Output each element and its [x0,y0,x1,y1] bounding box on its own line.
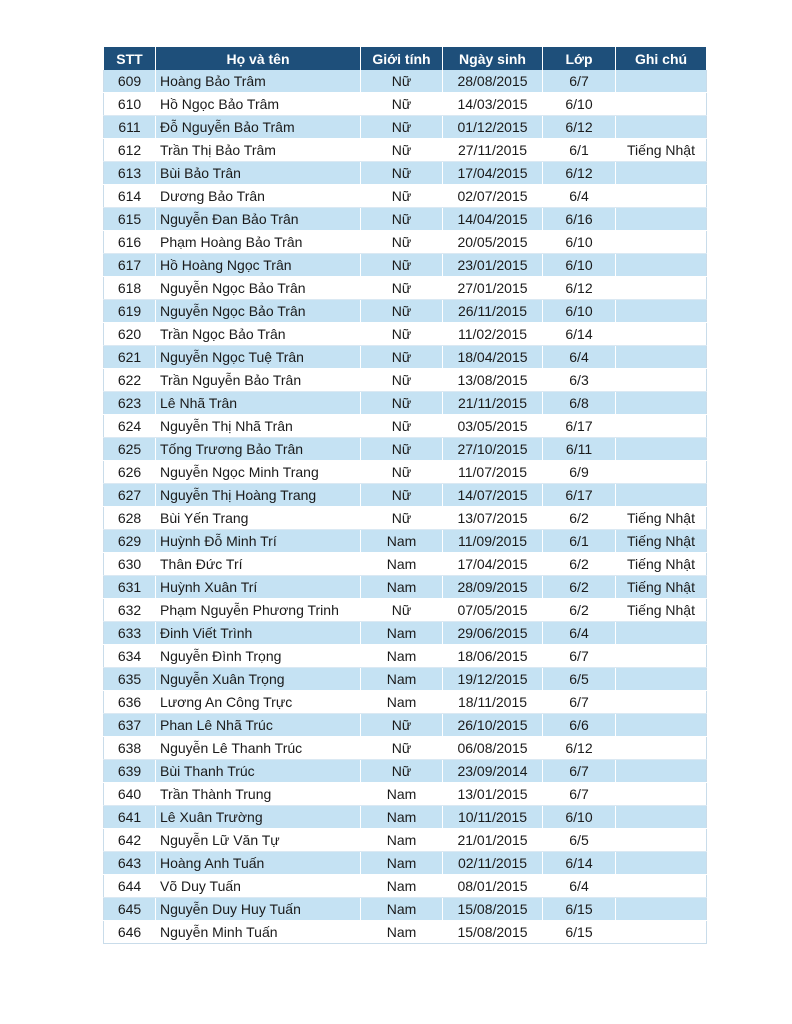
class-cell: 6/12 [543,116,616,139]
stt-cell: 634 [104,645,156,668]
dob-cell: 14/07/2015 [443,484,543,507]
table-row [104,254,707,277]
class-cell: 6/14 [543,323,616,346]
table-row [104,139,707,162]
gender-cell: Nam [361,898,443,921]
table-row [104,93,707,116]
gender-cell: Nam [361,921,443,944]
class-cell: 6/2 [543,553,616,576]
class-cell: 6/15 [543,921,616,944]
class-cell: 6/2 [543,576,616,599]
table-row [104,346,707,369]
name-cell: Lê Nhã Trân [156,392,361,415]
stt-cell: 629 [104,530,156,553]
note-cell [616,162,707,185]
stt-cell: 646 [104,921,156,944]
class-cell: 6/12 [543,162,616,185]
stt-cell: 632 [104,599,156,622]
header-note: Ghi chú [616,47,707,70]
dob-cell: 11/07/2015 [443,461,543,484]
dob-cell: 07/05/2015 [443,599,543,622]
table-row [104,829,707,852]
dob-cell: 14/04/2015 [443,208,543,231]
class-cell: 6/6 [543,714,616,737]
name-cell: Huỳnh Đỗ Minh Trí [156,530,361,553]
table-row [104,576,707,599]
gender-cell: Nữ [361,277,443,300]
dob-cell: 15/08/2015 [443,898,543,921]
dob-cell: 19/12/2015 [443,668,543,691]
stt-cell: 643 [104,852,156,875]
table-row [104,369,707,392]
class-cell: 6/2 [543,599,616,622]
name-cell: Bùi Thanh Trúc [156,760,361,783]
table-row [104,783,707,806]
table-row [104,921,707,944]
student-list-table [103,47,707,944]
note-cell [616,185,707,208]
note-cell [616,875,707,898]
table-row [104,277,707,300]
stt-cell: 644 [104,875,156,898]
note-cell: Tiếng Nhật [616,599,707,622]
class-cell: 6/9 [543,461,616,484]
table-row [104,484,707,507]
note-cell [616,323,707,346]
dob-cell: 01/12/2015 [443,116,543,139]
stt-cell: 633 [104,622,156,645]
name-cell: Hồ Ngọc Bảo Trâm [156,93,361,116]
dob-cell: 21/01/2015 [443,829,543,852]
note-cell: Tiếng Nhật [616,507,707,530]
dob-cell: 26/11/2015 [443,300,543,323]
stt-cell: 627 [104,484,156,507]
dob-cell: 11/09/2015 [443,530,543,553]
gender-cell: Nam [361,530,443,553]
stt-cell: 625 [104,438,156,461]
dob-cell: 17/04/2015 [443,162,543,185]
header-gender: Giới tính [361,47,443,70]
dob-cell: 08/01/2015 [443,875,543,898]
name-cell: Trần Thị Bảo Trâm [156,139,361,162]
stt-cell: 612 [104,139,156,162]
gender-cell: Nữ [361,300,443,323]
stt-cell: 609 [104,70,156,93]
stt-cell: 630 [104,553,156,576]
gender-cell: Nữ [361,461,443,484]
name-cell: Trần Nguyễn Bảo Trân [156,369,361,392]
stt-cell: 637 [104,714,156,737]
table-header-row [104,47,707,70]
class-cell: 6/8 [543,392,616,415]
class-cell: 6/17 [543,484,616,507]
stt-cell: 620 [104,323,156,346]
gender-cell: Nữ [361,714,443,737]
table-row [104,300,707,323]
name-cell: Dương Bảo Trân [156,185,361,208]
table-row [104,438,707,461]
stt-cell: 636 [104,691,156,714]
dob-cell: 18/04/2015 [443,346,543,369]
class-cell: 6/1 [543,139,616,162]
gender-cell: Nữ [361,369,443,392]
gender-cell: Nữ [361,346,443,369]
gender-cell: Nữ [361,208,443,231]
table-row [104,530,707,553]
class-cell: 6/10 [543,231,616,254]
stt-cell: 626 [104,461,156,484]
table-row [104,70,707,93]
name-cell: Trần Ngọc Bảo Trân [156,323,361,346]
table-row [104,668,707,691]
name-cell: Đỗ Nguyễn Bảo Trâm [156,116,361,139]
gender-cell: Nữ [361,392,443,415]
gender-cell: Nữ [361,254,443,277]
stt-cell: 613 [104,162,156,185]
note-cell [616,415,707,438]
name-cell: Nguyễn Xuân Trọng [156,668,361,691]
header-name: Họ và tên [156,47,361,70]
note-cell [616,461,707,484]
name-cell: Nguyễn Ngọc Minh Trang [156,461,361,484]
note-cell [616,783,707,806]
class-cell: 6/7 [543,70,616,93]
name-cell: Nguyễn Duy Huy Tuấn [156,898,361,921]
gender-cell: Nữ [361,438,443,461]
note-cell [616,346,707,369]
stt-cell: 642 [104,829,156,852]
name-cell: Võ Duy Tuấn [156,875,361,898]
note-cell [616,898,707,921]
name-cell: Lê Xuân Trường [156,806,361,829]
note-cell [616,921,707,944]
stt-cell: 635 [104,668,156,691]
class-cell: 6/7 [543,783,616,806]
stt-cell: 615 [104,208,156,231]
name-cell: Thân Đức Trí [156,553,361,576]
table-row [104,231,707,254]
dob-cell: 13/01/2015 [443,783,543,806]
stt-cell: 617 [104,254,156,277]
name-cell: Nguyễn Lữ Văn Tự [156,829,361,852]
name-cell: Hoàng Bảo Trâm [156,70,361,93]
table-row [104,116,707,139]
table-row [104,760,707,783]
dob-cell: 15/08/2015 [443,921,543,944]
stt-cell: 610 [104,93,156,116]
gender-cell: Nam [361,553,443,576]
table-row [104,645,707,668]
class-cell: 6/4 [543,622,616,645]
gender-cell: Nữ [361,323,443,346]
stt-cell: 628 [104,507,156,530]
name-cell: Nguyễn Lê Thanh Trúc [156,737,361,760]
table-row [104,599,707,622]
note-cell [616,829,707,852]
dob-cell: 29/06/2015 [443,622,543,645]
note-cell [616,254,707,277]
dob-cell: 18/06/2015 [443,645,543,668]
name-cell: Tống Trương Bảo Trân [156,438,361,461]
class-cell: 6/10 [543,300,616,323]
stt-cell: 645 [104,898,156,921]
stt-cell: 611 [104,116,156,139]
class-cell: 6/4 [543,346,616,369]
stt-cell: 631 [104,576,156,599]
class-cell: 6/2 [543,507,616,530]
gender-cell: Nam [361,691,443,714]
gender-cell: Nữ [361,737,443,760]
note-cell [616,277,707,300]
gender-cell: Nam [361,576,443,599]
class-cell: 6/7 [543,760,616,783]
table-row [104,622,707,645]
stt-cell: 639 [104,760,156,783]
dob-cell: 27/11/2015 [443,139,543,162]
class-cell: 6/15 [543,898,616,921]
dob-cell: 27/10/2015 [443,438,543,461]
note-cell: Tiếng Nhật [616,530,707,553]
name-cell: Nguyễn Đình Trọng [156,645,361,668]
name-cell: Nguyễn Đan Bảo Trân [156,208,361,231]
name-cell: Đinh Viết Trình [156,622,361,645]
name-cell: Nguyễn Thị Nhã Trân [156,415,361,438]
class-cell: 6/5 [543,829,616,852]
note-cell [616,691,707,714]
table-row [104,553,707,576]
table-row [104,875,707,898]
dob-cell: 02/07/2015 [443,185,543,208]
name-cell: Phan Lê Nhã Trúc [156,714,361,737]
dob-cell: 23/09/2014 [443,760,543,783]
table-row [104,162,707,185]
note-cell [616,806,707,829]
gender-cell: Nam [361,622,443,645]
note-cell [616,208,707,231]
header-class: Lớp [543,47,616,70]
stt-cell: 614 [104,185,156,208]
note-cell [616,300,707,323]
name-cell: Phạm Nguyễn Phương Trinh [156,599,361,622]
note-cell [616,852,707,875]
name-cell: Bùi Yến Trang [156,507,361,530]
class-cell: 6/10 [543,93,616,116]
gender-cell: Nữ [361,231,443,254]
class-cell: 6/5 [543,668,616,691]
dob-cell: 27/01/2015 [443,277,543,300]
header-dob: Ngày sinh [443,47,543,70]
gender-cell: Nữ [361,507,443,530]
stt-cell: 640 [104,783,156,806]
dob-cell: 28/08/2015 [443,70,543,93]
note-cell [616,484,707,507]
table-row [104,208,707,231]
gender-cell: Nữ [361,484,443,507]
dob-cell: 21/11/2015 [443,392,543,415]
class-cell: 6/10 [543,806,616,829]
note-cell [616,93,707,116]
table-row [104,185,707,208]
dob-cell: 11/02/2015 [443,323,543,346]
dob-cell: 06/08/2015 [443,737,543,760]
note-cell [616,737,707,760]
table-row [104,898,707,921]
name-cell: Nguyễn Thị Hoàng Trang [156,484,361,507]
class-cell: 6/7 [543,645,616,668]
class-cell: 6/10 [543,254,616,277]
class-cell: 6/11 [543,438,616,461]
dob-cell: 23/01/2015 [443,254,543,277]
dob-cell: 02/11/2015 [443,852,543,875]
stt-cell: 638 [104,737,156,760]
name-cell: Hoàng Anh Tuấn [156,852,361,875]
name-cell: Bùi Bảo Trân [156,162,361,185]
dob-cell: 28/09/2015 [443,576,543,599]
name-cell: Phạm Hoàng Bảo Trân [156,231,361,254]
note-cell [616,668,707,691]
dob-cell: 20/05/2015 [443,231,543,254]
dob-cell: 14/03/2015 [443,93,543,116]
name-cell: Nguyễn Ngọc Bảo Trân [156,277,361,300]
gender-cell: Nữ [361,70,443,93]
name-cell: Nguyễn Minh Tuấn [156,921,361,944]
gender-cell: Nam [361,806,443,829]
note-cell [616,70,707,93]
gender-cell: Nữ [361,162,443,185]
table-body [104,70,707,944]
note-cell [616,622,707,645]
name-cell: Hồ Hoàng Ngọc Trân [156,254,361,277]
gender-cell: Nam [361,783,443,806]
class-cell: 6/4 [543,185,616,208]
stt-cell: 623 [104,392,156,415]
dob-cell: 13/08/2015 [443,369,543,392]
dob-cell: 03/05/2015 [443,415,543,438]
gender-cell: Nam [361,875,443,898]
table-row [104,806,707,829]
gender-cell: Nữ [361,116,443,139]
note-cell: Tiếng Nhật [616,553,707,576]
dob-cell: 26/10/2015 [443,714,543,737]
gender-cell: Nữ [361,93,443,116]
stt-cell: 619 [104,300,156,323]
note-cell [616,369,707,392]
class-cell: 6/17 [543,415,616,438]
gender-cell: Nữ [361,139,443,162]
stt-cell: 621 [104,346,156,369]
note-cell [616,438,707,461]
note-cell [616,645,707,668]
note-cell [616,116,707,139]
stt-cell: 618 [104,277,156,300]
table-row [104,714,707,737]
class-cell: 6/1 [543,530,616,553]
name-cell: Huỳnh Xuân Trí [156,576,361,599]
class-cell: 6/16 [543,208,616,231]
note-cell [616,392,707,415]
dob-cell: 13/07/2015 [443,507,543,530]
name-cell: Lương An Công Trực [156,691,361,714]
class-cell: 6/14 [543,852,616,875]
name-cell: Trần Thành Trung [156,783,361,806]
stt-cell: 622 [104,369,156,392]
note-cell [616,714,707,737]
table-row [104,392,707,415]
dob-cell: 17/04/2015 [443,553,543,576]
gender-cell: Nữ [361,760,443,783]
dob-cell: 18/11/2015 [443,691,543,714]
header-stt: STT [104,47,156,70]
stt-cell: 641 [104,806,156,829]
class-cell: 6/12 [543,737,616,760]
gender-cell: Nữ [361,599,443,622]
table-row [104,737,707,760]
class-cell: 6/3 [543,369,616,392]
note-cell: Tiếng Nhật [616,139,707,162]
table-row [104,691,707,714]
gender-cell: Nam [361,645,443,668]
table-row [104,323,707,346]
note-cell [616,231,707,254]
table-row [104,852,707,875]
class-cell: 6/12 [543,277,616,300]
gender-cell: Nam [361,668,443,691]
name-cell: Nguyễn Ngọc Bảo Trân [156,300,361,323]
table-row [104,507,707,530]
table-row [104,461,707,484]
stt-cell: 616 [104,231,156,254]
note-cell [616,760,707,783]
dob-cell: 10/11/2015 [443,806,543,829]
gender-cell: Nam [361,829,443,852]
gender-cell: Nữ [361,415,443,438]
stt-cell: 624 [104,415,156,438]
note-cell: Tiếng Nhật [616,576,707,599]
class-cell: 6/4 [543,875,616,898]
gender-cell: Nữ [361,185,443,208]
gender-cell: Nam [361,852,443,875]
table-row [104,415,707,438]
class-cell: 6/7 [543,691,616,714]
name-cell: Nguyễn Ngọc Tuệ Trân [156,346,361,369]
